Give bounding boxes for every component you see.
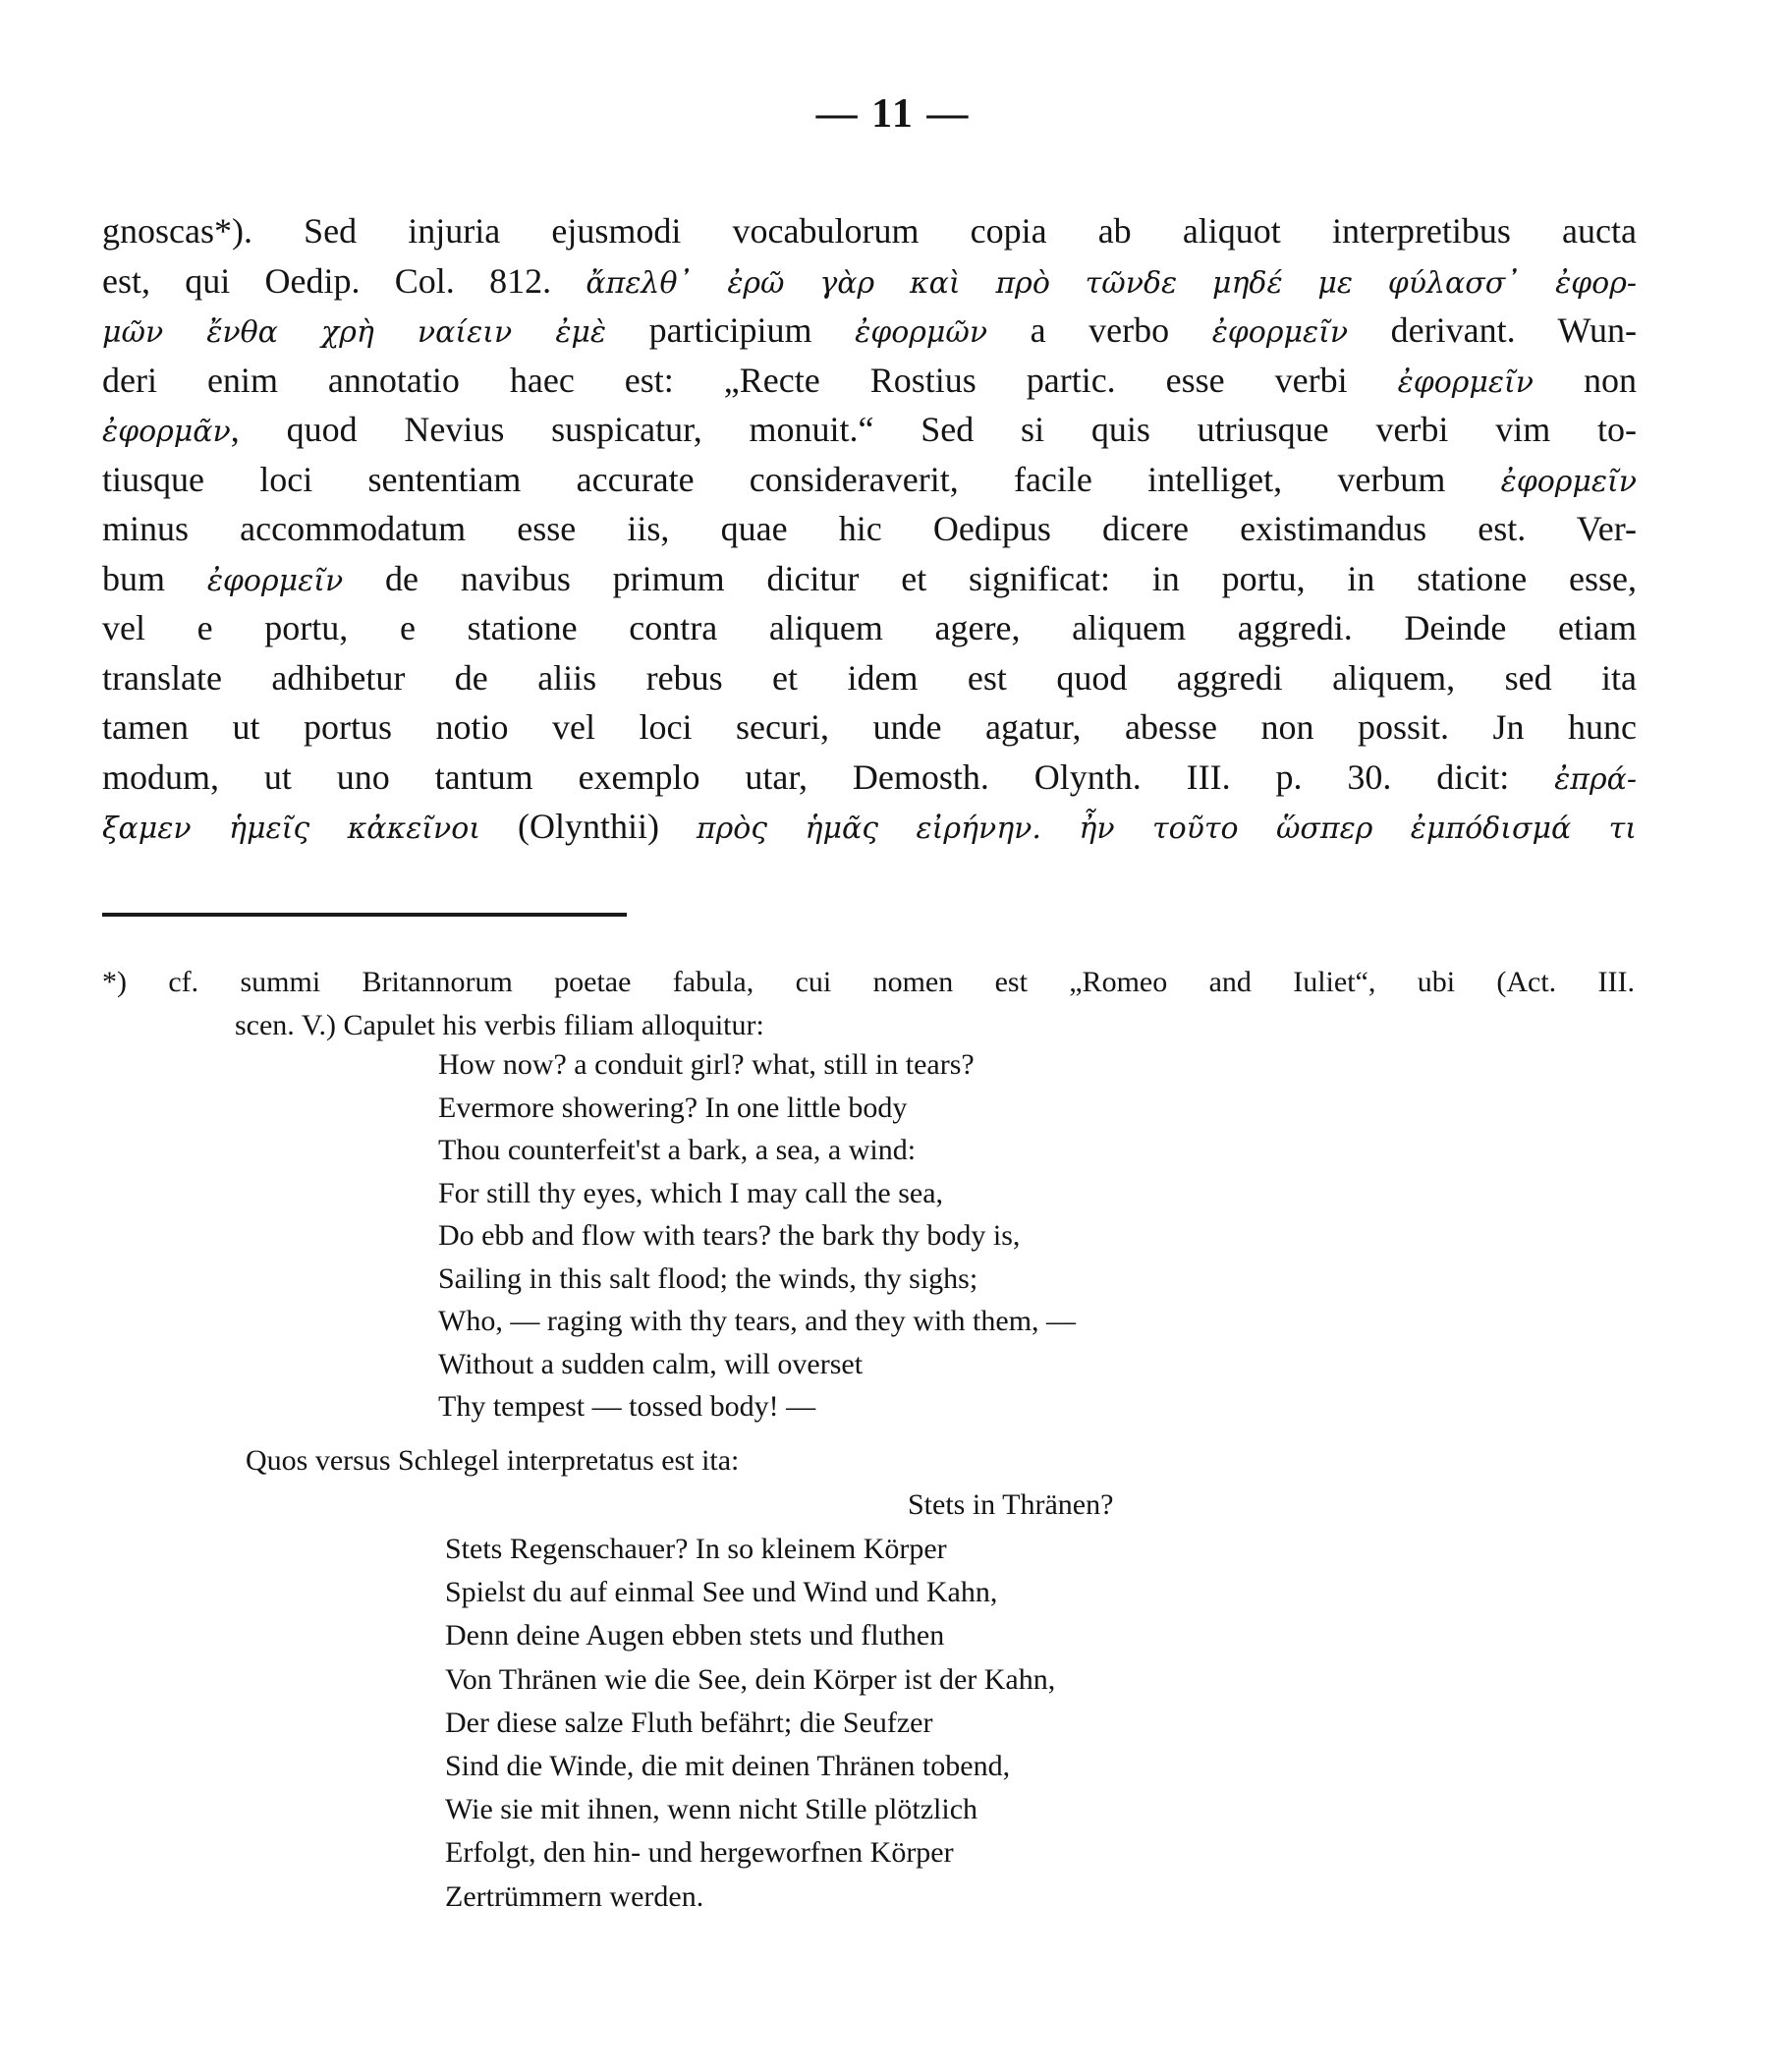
greek-span: ἐφορμεῖν xyxy=(1500,464,1637,499)
verse-line: Stets Regenschauer? In so kleinem Körper xyxy=(445,1533,947,1565)
text-line xyxy=(102,504,1637,554)
text-span: minus accommodatum esse iis, quae hic Oedipus dicere existimandus est. Ver- xyxy=(102,509,1637,548)
page-number: — 11 — xyxy=(815,91,971,137)
text-line xyxy=(102,603,1637,653)
greek-span: ἐφορμεῖν xyxy=(1397,364,1535,400)
greek-span: ἐφορμεῖν xyxy=(1211,315,1349,350)
text-span: modum, ut uno tantum exemplo utar, Demosth. Olynth. III. p. 30. dicit: xyxy=(102,756,1510,797)
verse-line: For still thy eyes, which I may call the sea, xyxy=(438,1176,944,1209)
verse-line: Sind die Winde, die mit deinen Thränen tobend, xyxy=(445,1749,1011,1782)
text-span: vel e portu, e statione contra aliquem agere, aliquem aggredi. Deinde etiam xyxy=(102,608,1637,647)
greek-span: μῶν ἔνθα χρὴ ναίειν ἐμὲ xyxy=(102,315,607,350)
text-span: est, qui Oedip. Col. 812. xyxy=(102,260,552,301)
text-line xyxy=(102,356,1637,406)
text-line xyxy=(102,554,1637,604)
verse-line: Thou counterfeit'st a bark, a sea, a wind: xyxy=(438,1134,917,1166)
verse-line: Der diese salze Fluth befährt; die Seufzer xyxy=(445,1706,933,1739)
verse-line: Sailing in this salt flood; the winds, thy sighs; xyxy=(438,1261,978,1295)
text-span: tamen ut portus notio vel loci securi, unde agatur, abesse non possit. Jn hunc xyxy=(102,707,1637,747)
text-span: non xyxy=(1584,360,1637,400)
text-span: derivant. Wun- xyxy=(1390,310,1637,350)
verse-line: Wie sie mit ihnen, wenn nicht Stille plötzlich xyxy=(445,1793,978,1826)
text-line xyxy=(102,753,1637,803)
verse-line: Evermore showering? In one little body xyxy=(438,1091,908,1124)
text-span: translate adhibetur de aliis rebus et idem est quod aggredi aliquem, sed ita xyxy=(102,657,1637,698)
text-line xyxy=(102,802,1637,852)
text-span: tiusque loci sententiam accurate consideraverit, facile intelliget, verbum xyxy=(102,459,1446,499)
verse-line: Stets in Thränen? xyxy=(908,1488,1114,1521)
text-line xyxy=(102,206,1637,256)
verse-line: Zertrümmern werden. xyxy=(445,1879,704,1913)
text-line xyxy=(102,256,1637,307)
verse-german xyxy=(445,1528,1055,1919)
text-span: deri enim annotatio haec est: „Recte Rostius partic. esse verbi xyxy=(102,360,1348,400)
greek-span: ἐφορμεῖν xyxy=(206,563,344,598)
verse-line: Denn deine Augen ebben stets und fluthen xyxy=(445,1619,945,1652)
text-span: bum xyxy=(102,558,166,598)
footnote xyxy=(102,961,1637,1047)
greek-span: ἐπρά- xyxy=(1554,761,1637,797)
text-line xyxy=(102,653,1637,703)
text-span: , quod Nevius suspicatur, monuit.“ Sed si quis utriusque verbi vim to- xyxy=(230,410,1637,449)
greek-span: πρὸς ἡμᾶς εἰρήνην. ἦν τοῦτο ὥσπερ ἐμπόδισμά τι xyxy=(696,812,1637,846)
footnote-line: scen. V.) Capulet his verbis filiam alloquitur: xyxy=(235,1009,764,1041)
footnote-line: *) cf. summi Britannorum poetae fabula, cui nomen est „Romeo and Iuliet“, ubi (Act. III. xyxy=(102,966,1635,998)
greek-span: ἐφορμᾶν xyxy=(102,415,231,449)
verse-line: Who, — raging with thy tears, and they with them, — xyxy=(438,1305,1077,1337)
verse-line: Von Thränen wie die See, dein Körper ist der Kahn, xyxy=(445,1662,1056,1696)
text-line xyxy=(102,306,1637,356)
greek-span: ἐφορμῶν xyxy=(855,315,988,350)
translation-intro: Quos versus Schlegel interpretatus est ita: xyxy=(246,1444,740,1477)
footnote-rule xyxy=(102,913,627,917)
main-text xyxy=(102,206,1637,852)
verse-line: Erfolgt, den hin- und hergeworfnen Körper xyxy=(445,1836,954,1870)
text-line xyxy=(102,702,1637,753)
text-span: participium xyxy=(648,310,812,350)
text-span: de navibus primum dicitur et significat: in portu, in statione esse, xyxy=(385,558,1637,598)
verse-english xyxy=(438,1043,1076,1428)
verse-line: How now? a conduit girl? what, still in tears? xyxy=(438,1048,975,1081)
text-line xyxy=(102,405,1637,455)
text-span: gnoscas*). Sed injuria ejusmodi vocabulorum copia ab aliquot interpretibus aucta xyxy=(102,211,1637,251)
text-line xyxy=(102,455,1637,505)
text-span: (Olynthii) xyxy=(518,807,659,846)
greek-span: ἄπελθ᾽ ἐρῶ γὰρ καὶ πρὸ τῶνδε μηδέ με φύλασσ᾽ ἐφορ- xyxy=(586,265,1637,301)
greek-span: ξαμεν ἡμεῖς κἀκεῖνοι xyxy=(102,812,481,846)
verse-line: Thy tempest — tossed body! — xyxy=(438,1390,816,1423)
verse-line: Spielst du auf einmal See und Wind und Kahn, xyxy=(445,1576,998,1609)
text-span: a verbo xyxy=(1030,310,1170,350)
verse-line: Do ebb and flow with tears? the bark thy body is, xyxy=(438,1219,1021,1252)
verse-line: Without a sudden calm, will overset xyxy=(438,1347,864,1380)
